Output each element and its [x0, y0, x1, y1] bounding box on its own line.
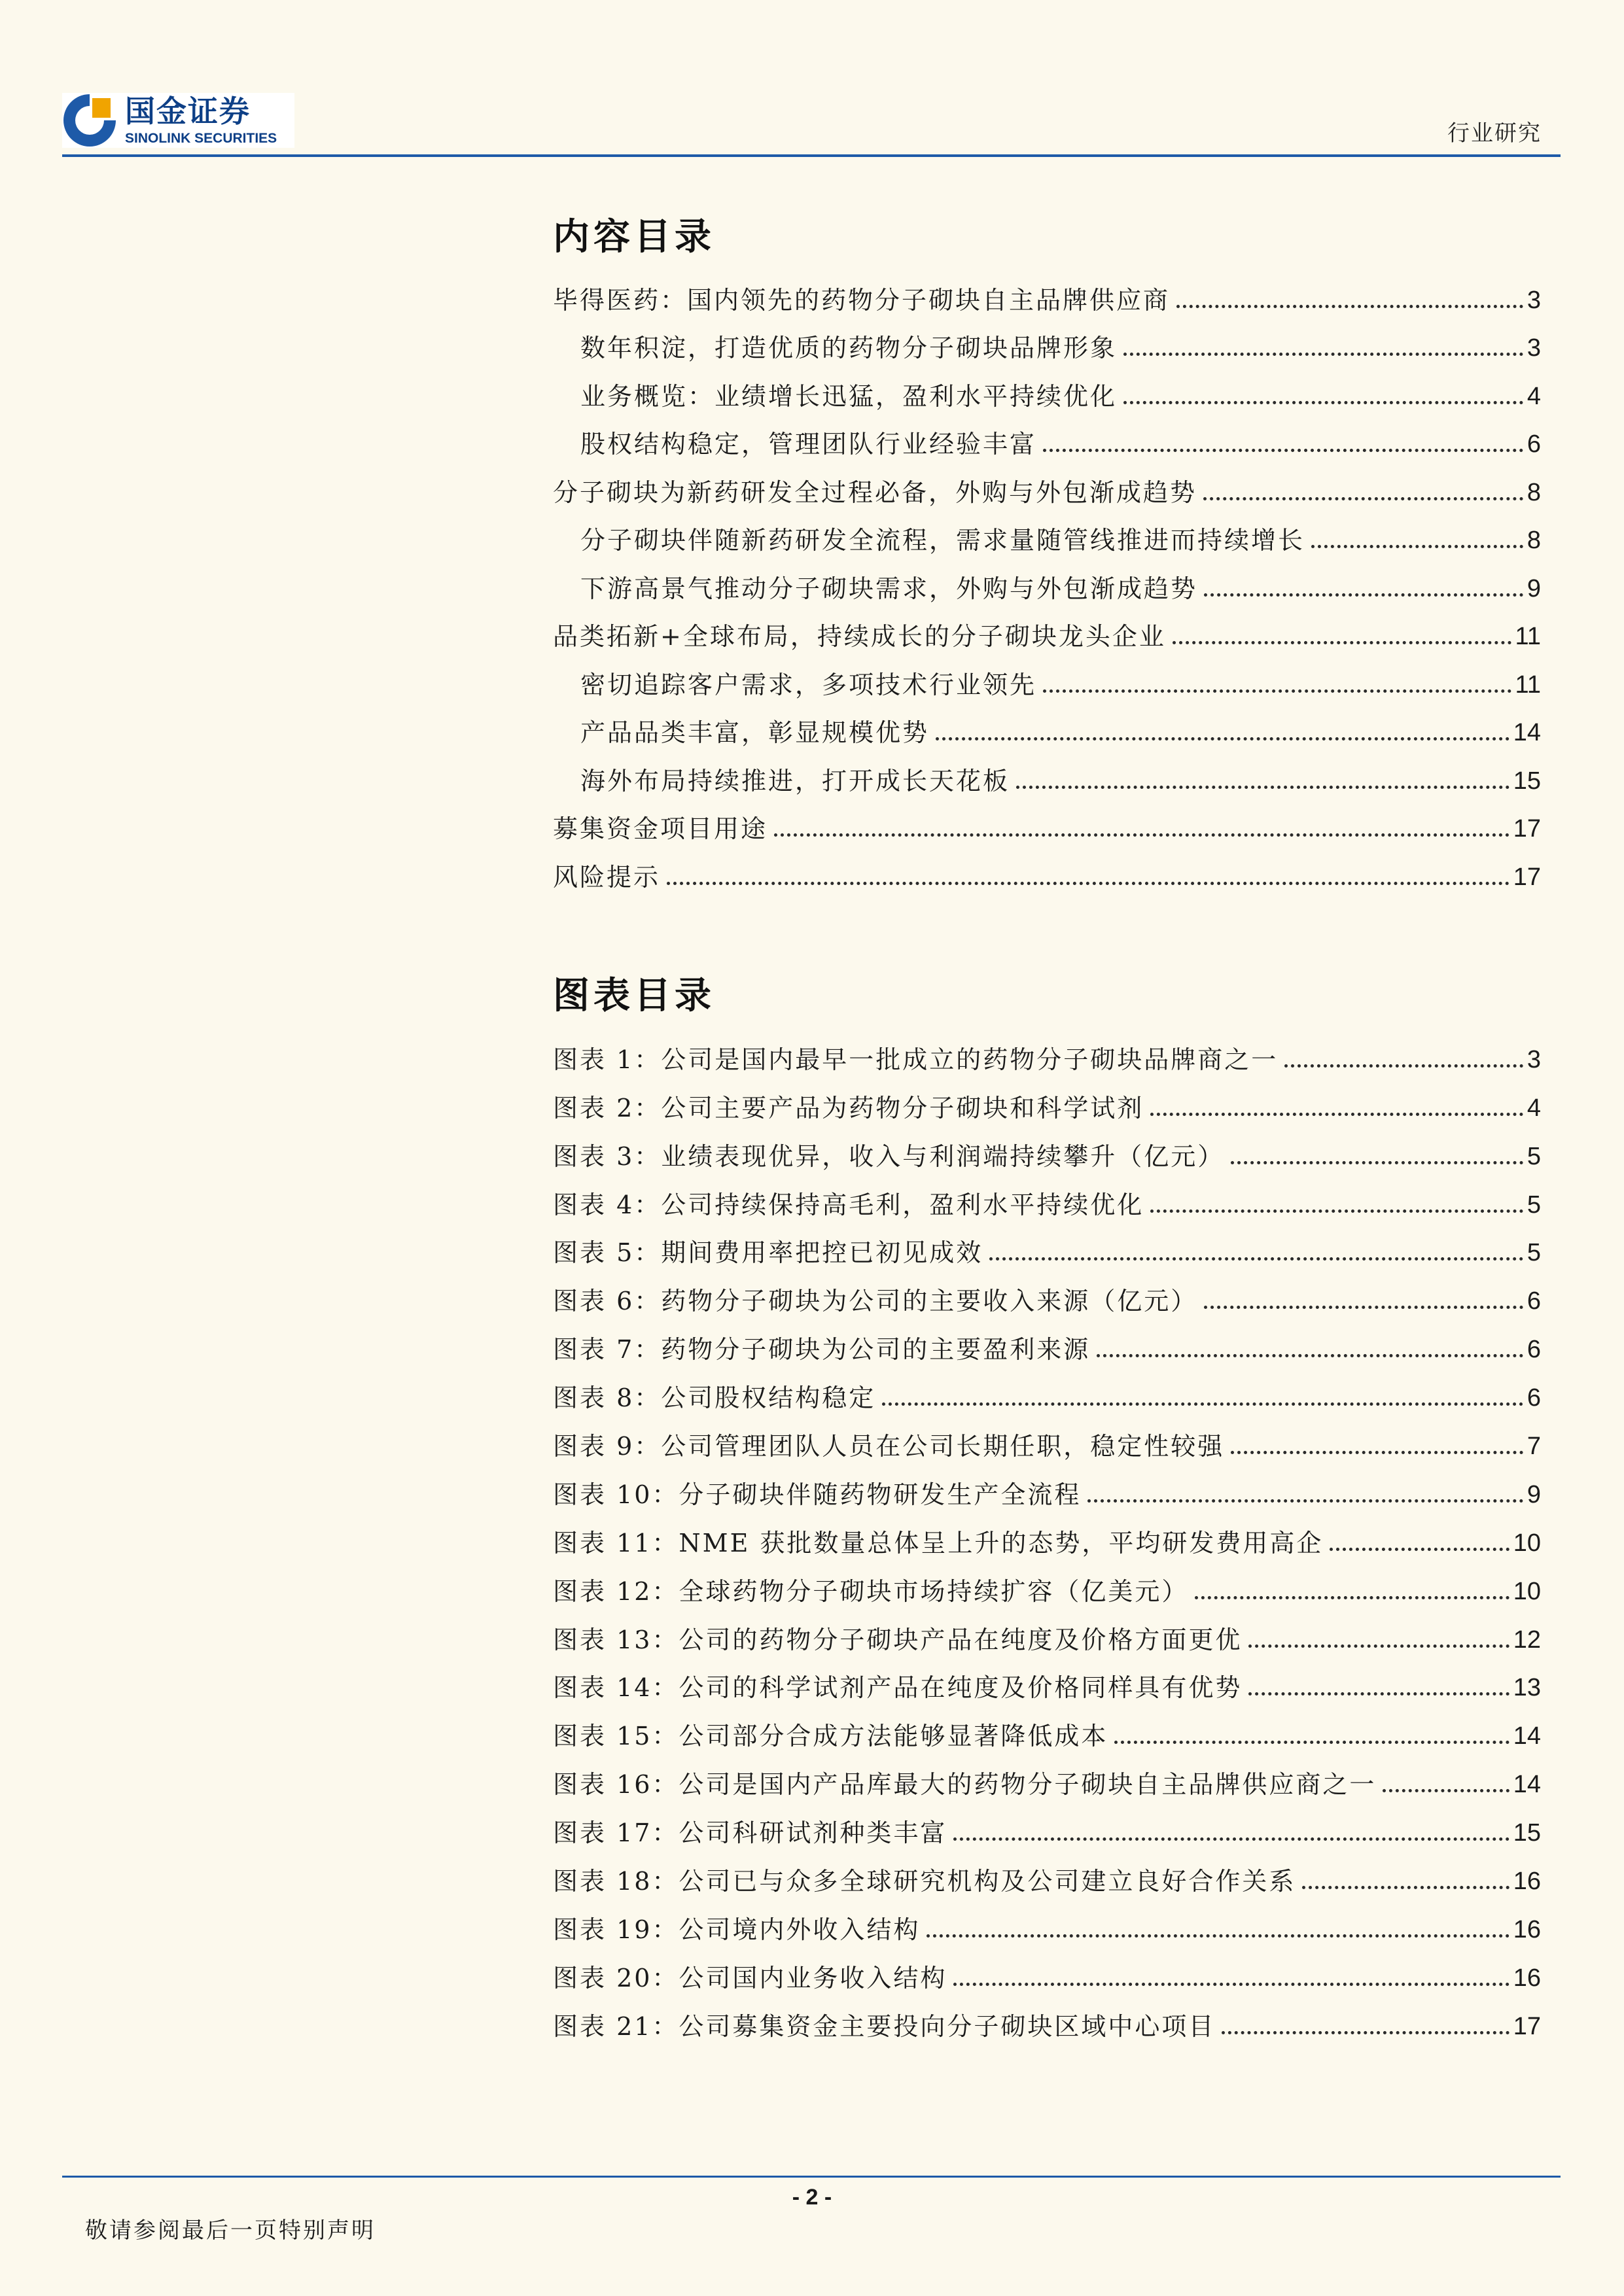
toc-entry[interactable]: [553, 796, 1541, 844]
toc-entry-text: 产品品类丰富，彰显规模优势: [580, 718, 930, 747]
toc-entry[interactable]: [553, 363, 1541, 411]
dot-leader: [1150, 1113, 1523, 1116]
dot-leader: [1173, 641, 1511, 644]
toc-entry-page: 17: [1513, 815, 1541, 843]
figure-entry-page: 6: [1527, 1287, 1541, 1315]
toc-entry[interactable]: [553, 700, 1541, 748]
dot-leader: [1284, 1064, 1523, 1068]
figure-entry[interactable]: [553, 1316, 1541, 1365]
dot-leader: [1248, 1692, 1509, 1696]
toc-entry-text: 业务概览：业绩增长迅猛，盈利水平持续优化: [580, 381, 1118, 411]
figure-entry[interactable]: [553, 1703, 1541, 1751]
dot-leader: [1123, 401, 1523, 404]
dot-leader: [1231, 1161, 1523, 1164]
dot-leader: [1176, 305, 1523, 308]
toc-entry-text: 风险提示: [553, 862, 661, 892]
figure-entry[interactable]: [553, 1172, 1541, 1220]
toc-entry-text: 数年积淀，打造优质的药物分子砌块品牌形象: [580, 334, 1118, 362]
figure-entry-page: 10: [1513, 1529, 1541, 1557]
dot-leader: [936, 737, 1509, 740]
toc-list: [553, 267, 1541, 892]
toc-entry-page: 6: [1527, 430, 1541, 458]
footer-divider: [62, 2176, 1561, 2178]
figure-entry[interactable]: [553, 1123, 1541, 1172]
figure-entry[interactable]: [553, 1558, 1541, 1607]
toc-entry-text: 募集资金项目用途: [553, 814, 768, 843]
toc-entry[interactable]: [553, 844, 1541, 892]
dot-leader: [667, 882, 1509, 885]
toc-entry[interactable]: [553, 604, 1541, 652]
figure-entry-page: 16: [1513, 1915, 1541, 1943]
figure-entry[interactable]: [553, 1800, 1541, 1848]
toc-entry-text: 股权结构稳定，管理团队行业经验丰富: [580, 430, 1037, 459]
figure-entry-page: 14: [1513, 1722, 1541, 1750]
dot-leader: [1150, 1209, 1523, 1213]
figure-entry-page: 7: [1527, 1433, 1541, 1461]
figure-entry-text: 图表 15：公司部分合成方法能够显著降低成本: [553, 1722, 1108, 1751]
toc-entry-page: 4: [1527, 382, 1541, 410]
dot-leader: [953, 1837, 1509, 1841]
figure-list: [553, 1026, 1541, 2042]
toc-entry-text: 分子砌块为新药研发全过程必备，外购与外包渐成趋势: [553, 478, 1197, 507]
toc-entry[interactable]: [553, 315, 1541, 364]
dot-leader: [1016, 786, 1509, 789]
figure-entry-text: 图表 19：公司境内外收入结构: [553, 1915, 921, 1944]
toc-entry-page: 3: [1527, 286, 1541, 314]
figure-entry-page: 5: [1527, 1142, 1541, 1170]
figure-entry-text: 图表 12：全球药物分子砌块市场持续扩容（亿美元）: [553, 1576, 1189, 1606]
figure-entry[interactable]: [553, 1510, 1541, 1558]
toc-entry-text: 毕得医药：国内领先的药物分子砌块自主品牌供应商: [553, 285, 1171, 315]
figure-entry-text: 图表 4：公司持续保持高毛利，盈利水平持续优化: [553, 1190, 1144, 1219]
figure-entry-text: 图表 20：公司国内业务收入结构: [553, 1963, 947, 1992]
toc-entry-text: 密切追踪客户需求，多项技术行业领先: [580, 670, 1037, 699]
dot-leader: [774, 833, 1509, 837]
toc-entry[interactable]: [553, 411, 1541, 460]
figure-entry-page: 15: [1513, 1819, 1541, 1847]
figure-entry-page: 6: [1527, 1384, 1541, 1412]
toc-entry-page: 11: [1515, 670, 1541, 699]
dot-leader: [882, 1402, 1523, 1406]
figure-entry[interactable]: [553, 1461, 1541, 1510]
toc-entry[interactable]: [553, 508, 1541, 556]
page-header: [0, 0, 1624, 157]
figure-entry-text: 图表 18：公司已与众多全球研究机构及公司建立良好合作关系: [553, 1867, 1296, 1896]
figure-entry[interactable]: [553, 1075, 1541, 1123]
dot-leader: [1302, 1886, 1509, 1889]
figure-entry[interactable]: [553, 1026, 1541, 1075]
toc-entry-page: 8: [1527, 478, 1541, 506]
figure-entry-text: 图表 21：公司募集资金主要投向分子砌块区域中心项目: [553, 2011, 1216, 2041]
figure-entry[interactable]: [553, 1848, 1541, 1896]
figure-entry-text: 图表 9：公司管理团队人员在公司长期任职，稳定性较强: [553, 1432, 1225, 1461]
figure-entry[interactable]: [553, 1751, 1541, 1800]
figure-entry-text: 图表 8：公司股权结构稳定: [553, 1383, 876, 1413]
toc-entry-text: 品类拓新+全球布局，持续成长的分子砌块龙头企业: [553, 622, 1166, 651]
figure-entry-page: 5: [1527, 1191, 1541, 1219]
dot-leader: [1204, 593, 1523, 597]
dot-leader: [1203, 497, 1523, 500]
footer-disclaimer: 敬请参阅最后一页特别声明: [85, 2218, 376, 2244]
figure-entry-text: 图表 14：公司的科学试剂产品在纯度及价格同样具有优势: [553, 1673, 1243, 1703]
toc-entry-page: 17: [1513, 863, 1541, 891]
toc-entry[interactable]: [553, 555, 1541, 604]
figure-entry-text: 图表 11：NME 获批数量总体呈上升的态势，平均研发费用高企: [553, 1528, 1324, 1557]
figure-entry-text: 图表 6：药物分子砌块为公司的主要收入来源（亿元）: [553, 1287, 1198, 1316]
figure-entry[interactable]: [553, 1945, 1541, 1993]
dot-leader: [1330, 1548, 1509, 1551]
toc-entry-text: 分子砌块伴随新药研发全流程，需求量随管线推进而持续增长: [580, 526, 1305, 555]
dot-leader: [1248, 1644, 1509, 1648]
toc-entry-page: 9: [1527, 574, 1541, 602]
figure-entry-page: 9: [1527, 1480, 1541, 1508]
logo-text-cn: 国金证券: [125, 94, 251, 129]
header-divider: [62, 154, 1561, 157]
logo-text-en: SINOLINK SECURITIES: [125, 131, 277, 146]
dot-leader: [927, 1934, 1509, 1938]
figure-entry-page: 17: [1513, 2012, 1541, 2040]
figure-entry-text: 图表 1：公司是国内最早一批成立的药物分子砌块品牌商之一: [553, 1045, 1279, 1074]
figure-entry-page: 16: [1513, 1964, 1541, 1992]
dot-leader: [1114, 1741, 1509, 1744]
figure-entry-page: 10: [1513, 1577, 1541, 1605]
toc-title: 内容目录: [553, 216, 715, 258]
figure-entry-text: 图表 13：公司的药物分子砌块产品在纯度及价格方面更优: [553, 1625, 1243, 1654]
figure-entry[interactable]: [553, 1365, 1541, 1413]
figure-entry-page: 13: [1513, 1674, 1541, 1702]
toc-entry-page: 14: [1513, 719, 1541, 746]
page-number: - 2 -: [792, 2185, 832, 2210]
figure-entry[interactable]: [553, 1993, 1541, 2042]
toc-entry-text: 海外布局持续推进，打开成长天花板: [580, 766, 1010, 795]
figure-entry[interactable]: [553, 1896, 1541, 1945]
dot-leader: [1231, 1451, 1523, 1454]
dot-leader: [989, 1257, 1523, 1261]
figure-entry[interactable]: [553, 1220, 1541, 1268]
dot-leader: [953, 1983, 1509, 1986]
dot-leader: [1043, 689, 1511, 693]
figure-entry-text: 图表 3：业绩表现优异，收入与利润端持续攀升（亿元）: [553, 1141, 1225, 1171]
figure-entry[interactable]: [553, 1655, 1541, 1703]
dot-leader: [1204, 1306, 1523, 1309]
figure-entry-page: 16: [1513, 1868, 1541, 1896]
figure-entry-text: 图表 5：期间费用率把控已初见成效: [553, 1238, 983, 1268]
figure-list-title: 图表目录: [553, 975, 715, 1017]
toc-entry-page: 3: [1527, 334, 1541, 362]
figure-entry-text: 图表 2：公司主要产品为药物分子砌块和科学试剂: [553, 1093, 1144, 1122]
toc-entry[interactable]: [553, 459, 1541, 508]
figure-entry-page: 3: [1527, 1045, 1541, 1073]
dot-leader: [1087, 1499, 1523, 1503]
dot-leader: [1311, 545, 1523, 548]
sinolink-logo-icon: [62, 93, 117, 148]
figure-entry-text: 图表 7：药物分子砌块为公司的主要盈利来源: [553, 1335, 1091, 1365]
company-logo: [62, 93, 294, 148]
figure-entry-text: 图表 16：公司是国内产品库最大的药物分子砌块自主品牌供应商之一: [553, 1770, 1377, 1800]
toc-entry-page: 11: [1515, 623, 1541, 650]
figure-entry-page: 6: [1527, 1336, 1541, 1364]
figure-entry-text: 图表 10：分子砌块伴随药物研发生产全流程: [553, 1480, 1082, 1509]
dot-leader: [1097, 1354, 1523, 1357]
figure-entry[interactable]: [553, 1607, 1541, 1655]
toc-entry-page: 15: [1513, 767, 1541, 795]
toc-entry-text: 下游高景气推动分子砌块需求，外购与外包渐成趋势: [580, 574, 1198, 603]
figure-entry[interactable]: [553, 1413, 1541, 1461]
dot-leader: [1195, 1596, 1509, 1599]
figure-entry-page: 5: [1527, 1239, 1541, 1267]
figure-entry-page: 12: [1513, 1626, 1541, 1654]
dot-leader: [1383, 1789, 1509, 1792]
report-category: 行业研究: [1447, 120, 1542, 147]
figure-entry-text: 图表 17：公司科研试剂种类丰富: [553, 1818, 947, 1848]
figure-entry-page: 14: [1513, 1771, 1541, 1799]
toc-entry[interactable]: [553, 267, 1541, 315]
dot-leader: [1123, 353, 1523, 356]
figure-entry-page: 4: [1527, 1094, 1541, 1122]
toc-entry[interactable]: [553, 748, 1541, 796]
figure-entry[interactable]: [553, 1268, 1541, 1316]
toc-entry[interactable]: [553, 652, 1541, 700]
dot-leader: [1222, 2031, 1509, 2034]
toc-entry-page: 8: [1527, 527, 1541, 554]
dot-leader: [1043, 449, 1523, 452]
